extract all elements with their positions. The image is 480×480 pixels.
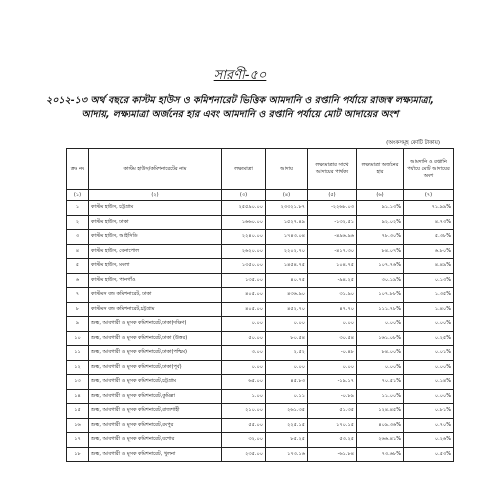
cell-name: কাস্টম হাউস, ঢাকা	[89, 215, 222, 230]
column-number: (১)	[67, 190, 89, 201]
column-number: (২)	[89, 190, 222, 201]
cell-name: শুল্ক, আবগারী ও মূসক কমিশনারেট, খুলনা	[89, 447, 222, 462]
cell-serial: ১৬	[67, 418, 89, 433]
cell-share: ০.১৩%	[404, 273, 454, 288]
table-subtitle-line-1: ২০১২-১৩ অর্থ বছরে কাস্টম হাউস ও কমিশনারেট ভিত্তিক আমদানি ও রপ্তানি পর্যায়ে রাজস্ব লক্ষ্যমাত্রা,	[46, 95, 434, 106]
table-title: সারণী-৫০	[213, 68, 267, 83]
cell-achievement-rate: ১০৭.৮৮%	[357, 288, 404, 303]
table-row	[67, 302, 454, 317]
cell-achievement-rate: ৭০.৫১%	[357, 375, 404, 390]
cell-difference: -০.৮৯	[308, 389, 357, 404]
cell-collection: ৪০.৭৫	[266, 273, 308, 288]
cell-target: ০.০০	[222, 317, 266, 332]
cell-target: ৬৫.০০	[222, 375, 266, 390]
column-number: (৩)	[222, 190, 266, 201]
cell-achievement-rate: ১০৭.৭৬%	[357, 259, 404, 274]
cell-collection: ৪৩৬.৯০	[266, 288, 308, 303]
header-share: আমদানি ও রপ্তানি পর্যায়ে মোট আদায়ের অংশ	[404, 149, 454, 190]
cell-share: ৪.৪৯%	[404, 259, 454, 274]
cell-target: ৪০৫.০০	[222, 288, 266, 303]
cell-achievement-rate: ৭৩.৬৮%	[357, 447, 404, 462]
table-row	[67, 418, 454, 433]
cell-target: ২৫৫৯০.০০	[222, 201, 266, 216]
cell-difference: ৫১.৩৫	[308, 404, 357, 419]
cell-share: ০.০১%	[404, 346, 454, 361]
cell-serial: ৪	[67, 244, 89, 259]
header-target: লক্ষ্যমাত্রা	[222, 149, 266, 190]
cell-target: ২২৪০.০০	[222, 230, 266, 245]
cell-achievement-rate: ১১১.৭৮%	[357, 302, 404, 317]
cell-serial: ১২	[67, 360, 89, 375]
cell-share: ০.০০%	[404, 360, 454, 375]
cell-difference: ৪৭.৭০	[308, 302, 357, 317]
header-serial: ক্রঃ নং	[67, 149, 89, 190]
cell-serial: ৫	[67, 259, 89, 274]
cell-name: শুল্ক, আবগারী ও মূসক কমিশনারেট,চট্টগ্রাম	[89, 375, 222, 390]
cell-target: ৪০৫.০০	[222, 302, 266, 317]
cell-name: কাস্টম হাউস, মংলা	[89, 259, 222, 274]
cell-serial: ১৮	[67, 447, 89, 462]
cell-serial: ১৩	[67, 375, 89, 390]
table-row	[67, 389, 454, 404]
cell-share: ০.৮১%	[404, 404, 454, 419]
cell-collection: ২৩৩২১.৮৭	[266, 201, 308, 216]
table-row	[67, 273, 454, 288]
cell-difference: ০.০০	[308, 317, 357, 332]
cell-share: ১.৪০%	[404, 302, 454, 317]
cell-difference: ৩০.৫৪	[308, 331, 357, 346]
cell-target: ১৬৬০.০০	[222, 215, 266, 230]
cell-collection: ২.৫২	[266, 346, 308, 361]
cell-achievement-rate: ৭৮.৩০%	[357, 230, 404, 245]
cell-achievement-rate: ১২৪.৪৫%	[357, 404, 404, 419]
cell-achievement-rate: ০.০০%	[357, 317, 404, 332]
cell-name: শুল্ক, আবগারী ও মূসক কমিশনারেট,যশোর	[89, 433, 222, 448]
cell-name: শুল্ক, আবগারী ও মূসক কমিশনারেট,কুমিল্লা	[89, 389, 222, 404]
table-row	[67, 230, 454, 245]
cell-share: ০.৫৩%	[404, 447, 454, 462]
cell-collection: ০.০০	[266, 360, 308, 375]
cell-target: ২৬২০.০০	[222, 244, 266, 259]
cell-share: ৭১.৯৯%	[404, 201, 454, 216]
cell-target: ১৩৫.০০	[222, 273, 266, 288]
cell-difference: -৯৪.২৫	[308, 273, 357, 288]
cell-difference: -৪১৭.৩০	[308, 244, 357, 259]
cell-share: ৫.৩৮%	[404, 230, 454, 245]
cell-achievement-rate: ৮৪.০০%	[357, 346, 404, 361]
table-row	[67, 317, 454, 332]
cell-share: ০.৭০%	[404, 418, 454, 433]
cell-target: ৫৫.০০	[222, 418, 266, 433]
cell-collection: ৪৫.৮৩	[266, 375, 308, 390]
cell-target: ৩২.০০	[222, 433, 266, 448]
table-row	[67, 244, 454, 259]
cell-target: ৩.০০	[222, 346, 266, 361]
cell-target: ০.০০	[222, 360, 266, 375]
cell-name: কাস্টম হাউস, চট্টগ্রাম	[89, 201, 222, 216]
table-row	[67, 259, 454, 274]
cell-achievement-rate: ১৬১.০৮%	[357, 331, 404, 346]
cell-name: কাস্টমস বন্ড কমিশনারেট,চট্টগ্রাম	[89, 302, 222, 317]
cell-serial: ৬	[67, 273, 89, 288]
cell-collection: ২২৫.১৫	[266, 418, 308, 433]
cell-collection: ১৭৪৩.০৪	[266, 230, 308, 245]
cell-achievement-rate: ৯১.১৩%	[357, 201, 404, 216]
table-row	[67, 375, 454, 390]
cell-collection: ৮৫.২৫	[266, 433, 308, 448]
cell-achievement-rate: ১১.০০%	[357, 389, 404, 404]
column-number: (৭)	[404, 190, 454, 201]
cell-collection: ২২০২.৭০	[266, 244, 308, 259]
cell-difference: ৫৩.২৫	[308, 433, 357, 448]
cell-achievement-rate: ২৬৬.৪১%	[357, 433, 404, 448]
cell-serial: ৮	[67, 302, 89, 317]
cell-serial: ১৪	[67, 389, 89, 404]
cell-name: শুল্ক, আবগারী ও মূসক কমিশনারেট,ঢাকা(পূর্ব)	[89, 360, 222, 375]
cell-serial: ৩	[67, 230, 89, 245]
table-row	[67, 331, 454, 346]
cell-serial: ৯	[67, 317, 89, 332]
table-body	[67, 190, 454, 462]
header-collection: আদায়	[266, 149, 308, 190]
cell-collection: ৮০.৫৪	[266, 331, 308, 346]
table-row	[67, 447, 454, 462]
table-row	[67, 360, 454, 375]
cell-name: কাস্টম হাউস, পানগাঁও	[89, 273, 222, 288]
cell-achievement-rate: ০.০০%	[357, 360, 404, 375]
cell-target: ৫০.০০	[222, 331, 266, 346]
cell-difference: -১৯.১৭	[308, 375, 357, 390]
column-number: (৪)	[266, 190, 308, 201]
cell-difference: -০.৪৮	[308, 346, 357, 361]
cell-target: ২৩৫.০০	[222, 447, 266, 462]
table-row	[67, 346, 454, 361]
cell-achievement-rate: ৯২.০২%	[357, 215, 404, 230]
cell-collection: ১৪৫৪.৭৫	[266, 259, 308, 274]
cell-achievement-rate: ৩০.১৯%	[357, 273, 404, 288]
cell-share: ৬.৮০%	[404, 244, 454, 259]
column-number-row	[67, 190, 454, 201]
cell-serial: ১১	[67, 346, 89, 361]
cell-target: ২১০.০০	[222, 404, 266, 419]
cell-achievement-rate: ৪০৯.৩৬%	[357, 418, 404, 433]
header-difference: লক্ষ্যমাত্রার সাথে আদায়ের পার্থক্য	[308, 149, 357, 190]
cell-difference: ০.০০	[308, 360, 357, 375]
revenue-table	[66, 148, 454, 462]
header-achievement-rate: লক্ষ্যমাত্রা অর্জনের হার	[357, 149, 404, 190]
cell-serial: ১০	[67, 331, 89, 346]
header-name: কাস্টম হাউস/কমিশনারেটের নাম	[89, 149, 222, 190]
table-row	[67, 201, 454, 216]
cell-share: ৪.৭৩%	[404, 215, 454, 230]
cell-difference: -২২৬৮.০৩	[308, 201, 357, 216]
cell-name: শুল্ক, আবগারী ও মূসক কমিশনারেট,ঢাকা (উত্তর)	[89, 331, 222, 346]
cell-collection: ১৭৩.১৬	[266, 447, 308, 462]
unit-note: (অংকসমূহ কোটি টাকায়)	[386, 140, 440, 146]
table-row	[67, 215, 454, 230]
cell-difference: ১৭০.১৫	[308, 418, 357, 433]
cell-share: ০.২৬%	[404, 433, 454, 448]
column-number: (৫)	[308, 190, 357, 201]
cell-difference: ১০৪.৭৫	[308, 259, 357, 274]
cell-name: কাস্টমস বন্ড কমিশনারেট, ঢাকা	[89, 288, 222, 303]
cell-share: ১.৩৫%	[404, 288, 454, 303]
cell-name: শুল্ক, আবগারী ও মূসক কমিশনারেট,ঢাকা(পশ্চিম)	[89, 346, 222, 361]
cell-difference: -৬১.৮৪	[308, 447, 357, 462]
cell-difference: ৩১.৯০	[308, 288, 357, 303]
cell-collection: ২৬১.৩৫	[266, 404, 308, 419]
cell-achievement-rate: ৮৪.০৭%	[357, 244, 404, 259]
cell-share: ০.১৪%	[404, 375, 454, 390]
cell-serial: ১	[67, 201, 89, 216]
table-row	[67, 433, 454, 448]
cell-serial: ১৭	[67, 433, 89, 448]
table-header	[67, 149, 454, 190]
cell-difference: -৪৯৬.৯৬	[308, 230, 357, 245]
cell-name: কাস্টম হাউস, বেনাপোল	[89, 244, 222, 259]
table-subtitle-line-2: আদায়, লক্ষ্যমাত্রা অর্জনের হার এবং আমদানি ও রপ্তানি পর্যায়ে মোট আদায়ের অংশ	[81, 109, 399, 120]
cell-serial: ১৫	[67, 404, 89, 419]
table-row	[67, 404, 454, 419]
cell-target: ১.০০	[222, 389, 266, 404]
cell-serial: ২	[67, 215, 89, 230]
cell-name: শুল্ক, আবগারী ও মূসক কমিশনারেট,রংপুর	[89, 418, 222, 433]
column-number: (৬)	[357, 190, 404, 201]
cell-name: শুল্ক, আবগারী ও মূসক কমিশনারেট,রাজশাহী	[89, 404, 222, 419]
cell-difference: -১৩২.৫১	[308, 215, 357, 230]
cell-collection: ৪৫২.৭০	[266, 302, 308, 317]
cell-name: কাস্টম হাউস, আইসিডি	[89, 230, 222, 245]
cell-name: শুল্ক, আবগারী ও মূসক কমিশনারেট,ঢাকা(দক্ষিণ)	[89, 317, 222, 332]
cell-share: ০.০০%	[404, 389, 454, 404]
cell-collection: ০.০০	[266, 317, 308, 332]
cell-collection: ০.১১	[266, 389, 308, 404]
cell-serial: ৭	[67, 288, 89, 303]
table-row	[67, 288, 454, 303]
cell-target: ১৩৫০.০০	[222, 259, 266, 274]
cell-share: ০.২৫%	[404, 331, 454, 346]
cell-share: ০.০০%	[404, 317, 454, 332]
cell-collection: ১৫২৭.৪৯	[266, 215, 308, 230]
